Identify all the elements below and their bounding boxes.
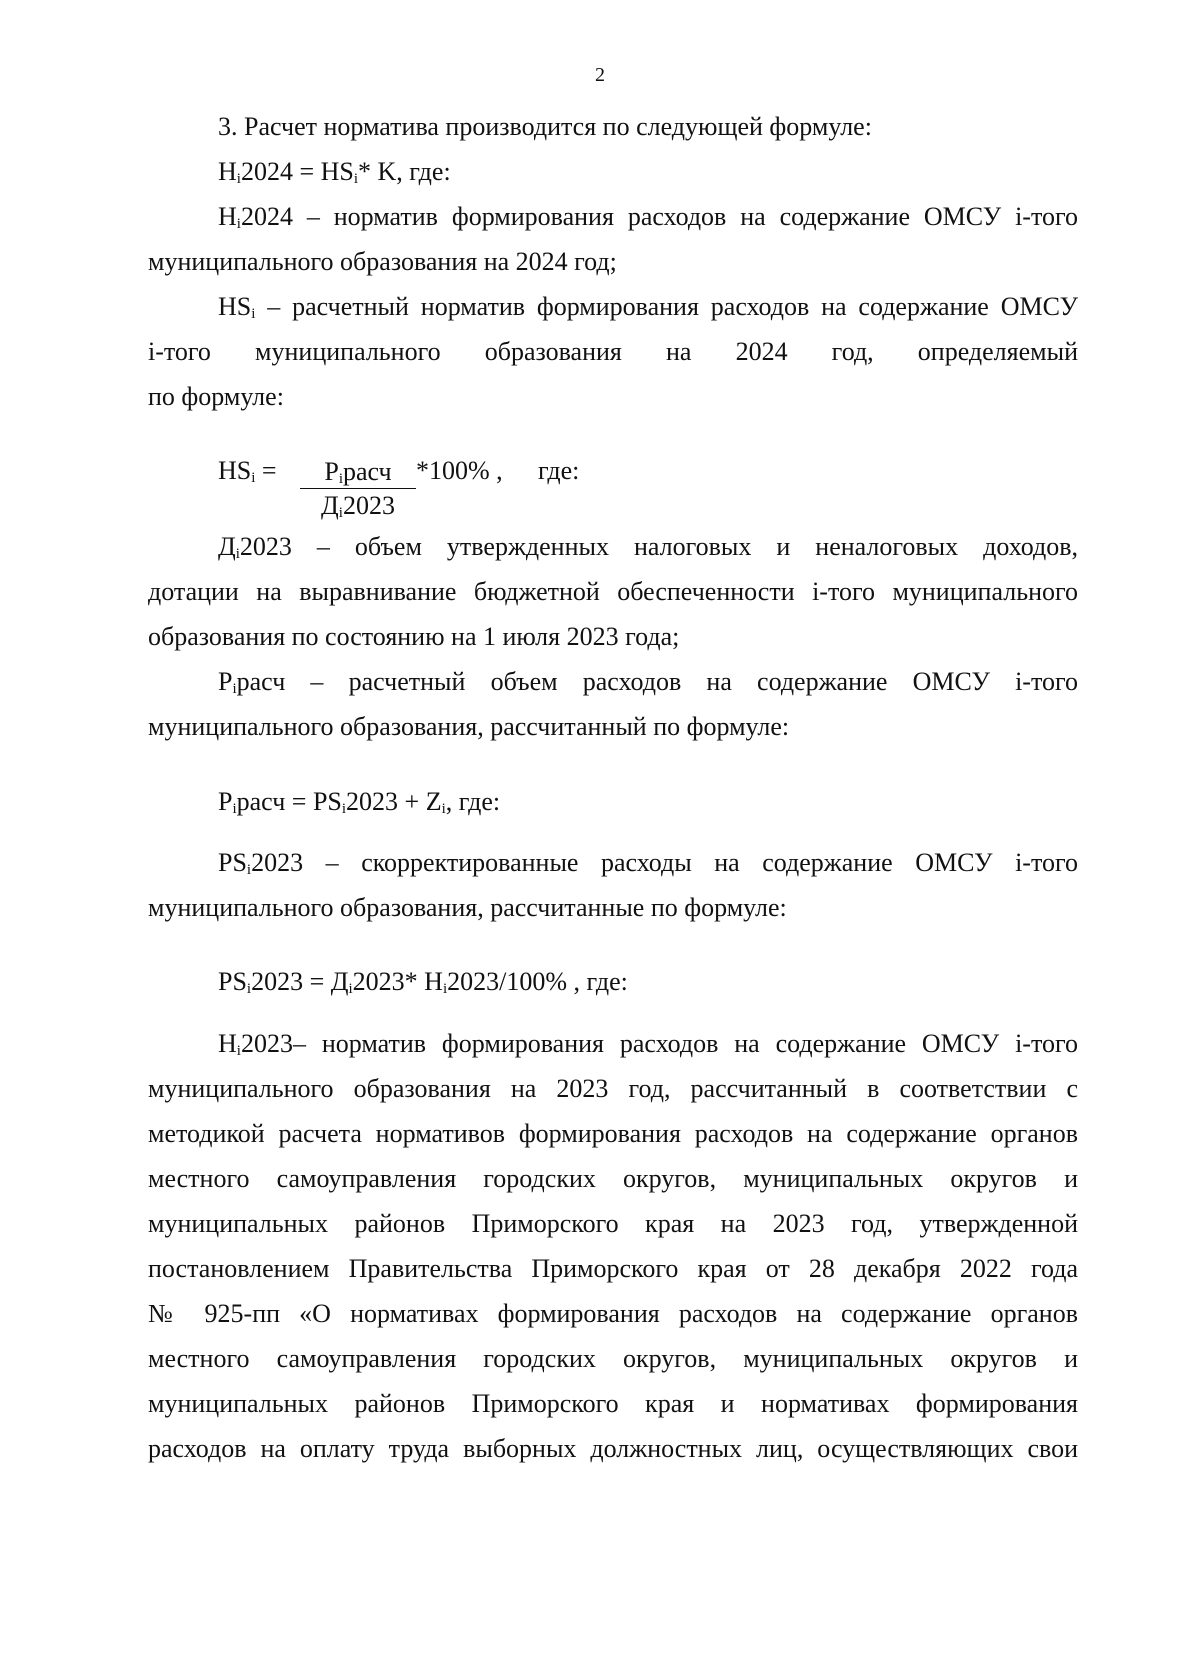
definition-h2023-line-3: методикой расчета нормативов формирования расходов на содержание органов [148,1119,1078,1148]
definition-h2023-line-8: местного самоуправления городских округов, муниципальных округов и [148,1344,1078,1373]
definition-d2023-line-3: образования по состоянию на 1 июля 2023 года; [148,622,680,651]
definition-ps2023-line-1: $PS_i2023$ – скорректированные расходы на содержание ОМСУ i-того [218,848,1078,878]
fraction-numerator: $P_iрасч$ [300,458,416,489]
definition-hs-line-1: $HS_i$ – расчетный норматив формирования расходов на содержание ОМСУ [218,292,1078,322]
definition-h2023-line-2: муниципального образования на 2023 год, рассчитанный в соответствии с [148,1074,1078,1103]
definition-d2023-line-1: $Д_i2023$ – объем утвержденных налоговых и неналоговых доходов, [218,532,1078,562]
definition-h2023-line-5: муниципальных районов Приморского края на 2023 год, утвержденной [148,1209,1078,1238]
formula-hs-where: где: [538,456,580,485]
formula-hs-fraction [300,458,416,521]
formula-hs-multiplier: *100% , [416,456,503,485]
definition-hs-line-2: i-того муниципального образования на 2024 год, определяемый [148,337,1078,366]
page-number: 2 [595,64,605,86]
paragraph-3-intro: 3. Расчет норматива производится по следующей формуле: [218,112,872,141]
definition-h2024-line-2: муниципального образования на 2024 год; [148,247,617,276]
definition-hs-line-3: по формуле: [148,382,284,411]
fraction-denominator: $Д_i2023$ [321,491,395,521]
formula-ps2023: $PS_i2023 = Д_i2023*$ $H_i2023/100\%$ , где: [218,967,628,997]
definition-h2023-line-10: расходов на оплату труда выборных должностных лиц, осуществляющих свои [148,1434,1078,1463]
definition-ps2023-line-2: муниципального образования, рассчитанные по формуле: [148,893,787,922]
formula-prasch: $P_iрасч = PS_i2023 + Z_i$, где: [218,787,501,817]
definition-h2023-line-4: местного самоуправления городских округов, муниципальных округов и [148,1164,1078,1193]
formula-h2024: $H_i2024 = HS_i*$ K, где: [218,157,451,187]
definition-prasch-line-1: $P_iрасч$ – расчетный объем расходов на содержание ОМСУ i-того [218,667,1078,697]
definition-h2023-line-9: муниципальных районов Приморского края и нормативах формирования [148,1389,1078,1418]
formula-hs-lhs: $HS_i$ = [218,456,277,486]
definition-prasch-line-2: муниципального образования, рассчитанный по формуле: [148,712,790,741]
definition-h2023-line-6: постановлением Правительства Приморского края от 28 декабря 2022 года [148,1254,1078,1283]
definition-d2023-line-2: дотации на выравнивание бюджетной обеспеченности i-того муниципального [148,577,1078,606]
definition-h2024-line-1: $H_i2024$ – норматив формирования расходов на содержание ОМСУ i-того [218,202,1078,232]
definition-h2023-line-1: $H_i2023-$ норматив формирования расходов на содержание ОМСУ i-того [218,1029,1078,1059]
definition-h2023-line-7: № 925-пп «О нормативах формирования расходов на содержание органов [148,1299,1078,1328]
